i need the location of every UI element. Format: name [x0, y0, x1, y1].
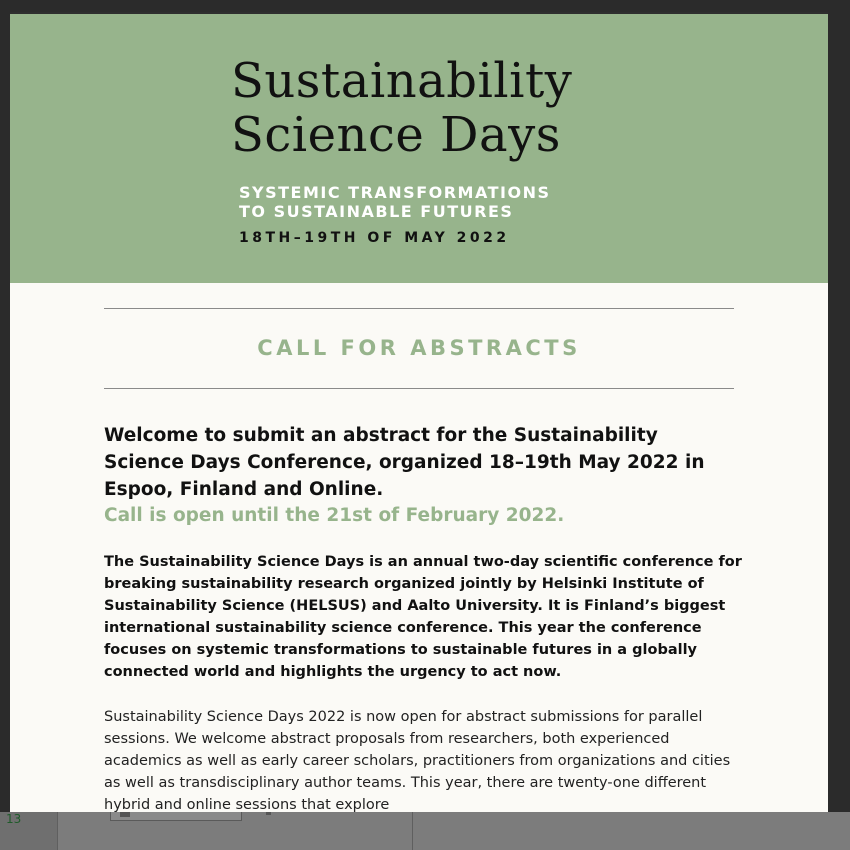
conference-date: 18TH–19TH OF MAY 2022	[239, 230, 510, 246]
hero-banner	[10, 14, 828, 283]
welcome-paragraph: Welcome to submit an abstract for the Sustainability Science Days Conference, organized 18–19th May 2022 in Espoo, Finland and Online.	[104, 425, 705, 500]
conference-title: Sustainability Science Days	[231, 53, 573, 163]
window-frame-left	[0, 0, 10, 812]
divider-bottom	[104, 388, 734, 389]
page-number: 13	[6, 812, 22, 826]
document-page	[10, 14, 828, 812]
divider-top	[104, 308, 734, 309]
page-indicator	[0, 812, 57, 850]
view-icon	[120, 812, 130, 817]
status-separator	[412, 812, 413, 850]
window-frame-top	[0, 0, 850, 12]
intro-paragraph: The Sustainability Science Days is an annual two-day scientific conference for breaking sustainability research organized jointly by Helsinki Institute of Sustainability Science (HELSUS) and Aalto University. It is Finland’s biggest international sustainability science conference. This year the conference focuses on systemic transformations to sustainable futures in a globally connected world and highlights the urgency to act now.	[104, 554, 742, 680]
status-bar	[0, 812, 850, 850]
deadline-text: Call is open until the 21st of February 2022.	[104, 505, 565, 526]
status-separator	[57, 812, 58, 850]
body-paragraph: Sustainability Science Days 2022 is now open for abstract submissions for parallel sessions. We welcome abstract proposals from researchers, both experienced academics as well as early career scholars, practitioners from organizations and cities as well as transdisciplinary author teams. This year, there are twenty-one different hybrid and online sessions that explore	[104, 709, 731, 812]
section-heading: CALL FOR ABSTRACTS	[257, 336, 581, 360]
scrollbar-track[interactable]	[828, 0, 850, 812]
zoom-icon[interactable]	[266, 812, 271, 815]
conference-theme: SYSTEMIC TRANSFORMATIONS TO SUSTAINABLE FUTURES	[239, 183, 551, 221]
